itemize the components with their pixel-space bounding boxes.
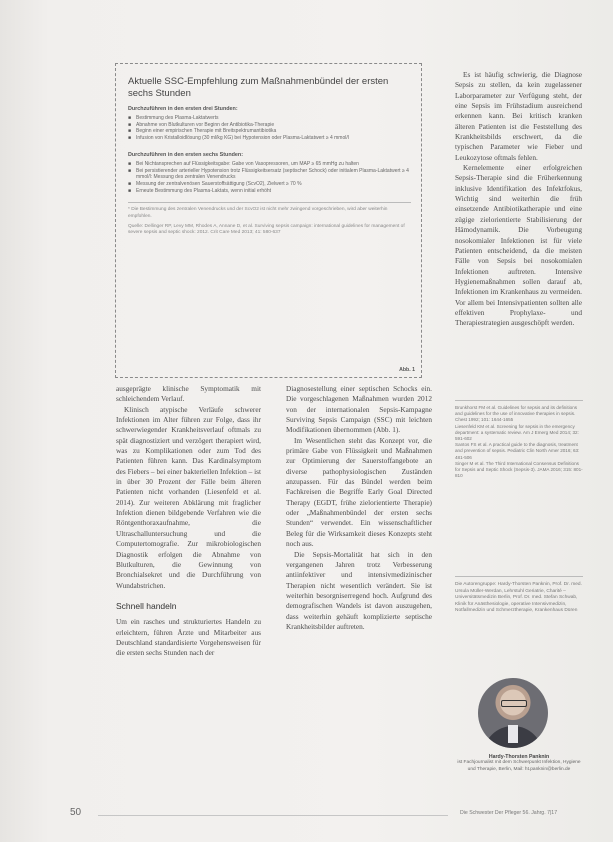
section2-heading: Durchzuführen in den ersten sechs Stunden:	[128, 151, 244, 158]
journal-footer: Die Schwester Der Pfleger 56. Jahrg. 7|17	[460, 810, 558, 816]
figure-label: Abb. 1	[399, 367, 415, 373]
divider	[455, 400, 583, 401]
paragraph: Diagnosestellung einer septischen Schocks ein. Die vorgeschlagenen Maßnahmen wurden 2012 von der internationalen Sepsis-Kampagne Surviving Sepsis Campaign (SSC) mit leichten Modifikationen übernommen (Abb. 1).	[286, 384, 432, 435]
paragraph: Klinisch atypische Verläufe schwerer Infektionen im Alter führen zur Folge, dass ihr schwerwiegender Krankheitsverlauf oftmals zu spät diagnostiziert und verzögert therapiert wird, was zu Komplikationen oder zum Tod des Patienten führen kann. Das Kardinalsymptom des Fiebers – bei einer bakteriellen Infektion – ist in über 30 Prozent der Fälle beim älteren Patienten nicht vorhanden (Liesenfeld et al. 2014). Zur weiteren Abklärung mit fraglicher Infektion dienen bildgebende Verfahren wie die Röntgenthoraxaufnahme, die Ultraschalluntersuchung und die Computertomografie. Zur mikrobiologischen Diagnostik erfolgen die Abnahme von Blutkulturen, die Gewinnung von Bronchialsekret und die Durchführung von Wundabstrichen.	[116, 404, 261, 590]
reference-item: Liesenfeld KM et al. Screening for sepsis in the emergency department: a systematic review. Am J Emerg Med 2014; 32: 591-602	[455, 423, 579, 442]
paragraph: Im Wesentlichen steht das Konzept vor, die primäre Gabe von Flüssigkeit und Maßnahmen zur Optimierung der Sauerstoffangebote an diverse pathophysiologischen Zuständen anzupassen. Für das Bündel werden beim Fachkreisen die Begriffe Early Goal Directed Therapy (EGDT, frühe zielorientierte Therapie) oder „Maßnahmenbündel der ersten sechs Stunden“ verwendet. Ein wissenschaftlicher Beleg für die Wirksamkeit dieses Konzepts steht noch aus.	[286, 435, 432, 549]
box-citation: Quelle: Dellinger RP, Levy MM, Rhodes A, Annane D, et al. Surviving sepsis campaign: international guidelines for management of severe sepsis and septic shock: 2012. Crit Care Med 2013; 41: 580-637	[128, 223, 405, 236]
references	[455, 405, 583, 479]
paragraph: Um ein rasches und strukturiertes Handeln zu erleichtern, führen Ärzte und Mitarbeiter aus Deutschland standardisierte Vorgehensweisen für die ersten sechs Stunden nach der	[116, 617, 261, 658]
reference-item: Santos FS et al. A practical guide to the diagnosis, treatment and prevention of sepsis. Pediatric Clin North Amer 2016; 63: 481-506	[455, 442, 580, 460]
list-item: ■ Erneute Bestimmung des Plasma-Laktats, wenn initial erhöht	[128, 188, 411, 195]
section2-list	[128, 161, 411, 195]
list-item: ■ Beginn einer empirischen Therapie mit Breitspektrumantibiotika	[128, 128, 411, 135]
reference-item: Singer M et al. The Third International Consensus Definitions for Sepsis and Septic Shock (Sepsis-3). JAMA 2016; 315: 801-810	[455, 460, 583, 479]
author-bio	[455, 754, 583, 773]
list-item: ■ Infusion von Kristalloidlösung (30 ml/kg KG) bei Hypotension oder Plasma-Laktatwert ≥ 4 mmol/l	[128, 135, 411, 142]
photo-shirt	[508, 725, 518, 743]
footer-rule	[98, 815, 448, 816]
list-item: ■ Abnahme von Blutkulturen vor Beginn der Antibiotika-Therapie	[128, 122, 411, 129]
list-item: ■ Bei Nichtansprechen auf Flüssigkeitsgabe: Gabe von Vasopressoren, um MAP ≥ 65 mmHg zu halten	[128, 161, 411, 168]
list-item: ■ Bestimmung des Plasma-Laktatwerts	[128, 115, 411, 122]
box-footnote: * Die Bestimmung des zentralen Venendrucks und der ScvO2 ist nicht mehr zwingend vorgeschrieben, wird aber weiterhin empfohlen.	[128, 202, 411, 220]
reference-item: Brunkhorst FM et al. Guidelines for sepsis and its definitions and guidelines for the use of innovative therapies in sepsis. Chest 1992; 101: 1644-1655	[455, 405, 578, 423]
section-heading: Schnell handeln	[116, 600, 177, 611]
author-photo	[478, 678, 548, 748]
body-column-2	[286, 384, 432, 632]
section1-list	[128, 115, 411, 142]
body-column-1	[116, 384, 261, 659]
box-title: Aktuelle SSC-Empfehlung zum Maßnahmenbündel der ersten sechs Stunden	[128, 76, 389, 99]
body-column-3	[455, 70, 582, 329]
divider	[455, 576, 583, 577]
paragraph: ausgeprägte klinische Symptomatik mit schleichendem Verlauf.	[116, 384, 261, 404]
author-description: ist Fachjournalist mit dem Schwerpunkt Infektion, Hygiene und Therapie, Berlin, Mail: ht.panknin@berlin.de	[457, 760, 581, 772]
paragraph: Es ist häufig schwierig, die Diagnose Sepsis zu stellen, da kein zugelassener Laborparameter zur Verfügung steht, der eine Sepsis im Frühstadium ausreichend erkennen kann. Bei kritisch kranken älteren Patienten ist die Feststellung des Krankheitsbilds erschwert, da die typischen Parameter wie Fieber und Leukozytose oftmals fehlen.	[455, 70, 582, 162]
page-number: 50	[70, 807, 82, 818]
photo-glasses	[501, 700, 527, 707]
list-item: ■ Bei persistierender arterieller Hypotension trotz Flüssigkeitsersatz (septischer Schock) oder initialem Plasma-Laktatwert ≥ 4 mmol/l: Messung des zentralen Venendrucks	[128, 168, 411, 181]
recommendation-box	[115, 63, 422, 378]
section1-heading: Durchzuführen in den ersten drei Stunden:	[128, 106, 238, 112]
author-name: Hardy-Thorsten Panknin	[488, 754, 550, 760]
author-group: Die Autorengruppe: Hardy-Thorsten Panknin, Prof. Dr. med. Ursula Müller-Werdan, Lehrstuhl Geriatrie, Charité – Universitätsmedizin Berlin, Prof. Dr. med. Stefan Schwab, Klinik für Anästhesiologie, operative Intensivmedizin, Notfallmedizin und Schmerztherapie, Krankenhaus Düren	[455, 582, 582, 614]
paragraph: Kernelemente einer erfolgreichen Sepsis-Therapie sind die Früherkennung inklusive Identifikation des Infektfokus, Wichtig sind weiterhin die früh einsetzende Antibiotikatherapie und eine zügige zielorientierte Stabilisierung der Hämodynamik. Die Vorbeugung nosokomialer Infektionen ist für viele Patienten entscheidend, da die meisten Fälle von Sepsis bei nosokomialen Infektionen auftreten. Intensive Hygienemaßnahmen sollen darauf ab, Infektionen im Krankenhaus zu vermeiden. Vor allem bei Intensivpatienten sollten alle effektiven Prophylaxe- und Therapiestrategien ausgeschöpft werden.	[455, 163, 582, 328]
list-item: ■ Messung der zentralvenösen Sauerstoffsättigung (ScvO2), Zielwert ≥ 70 %	[128, 181, 411, 188]
paragraph: Die Sepsis-Mortalität hat sich in den vergangenen Jahren trotz Verbesserung antiinfektiver und intensivmedizinischer Therapien nicht wesentlich verändert. Sie ist weiterhin besorgniserregend hoch. Aufgrund des demografischen Wandels ist davon auszugehen, dass weiterhin gehäuft komplizierte septische Krankheitsbilder auftreten.	[286, 549, 432, 631]
